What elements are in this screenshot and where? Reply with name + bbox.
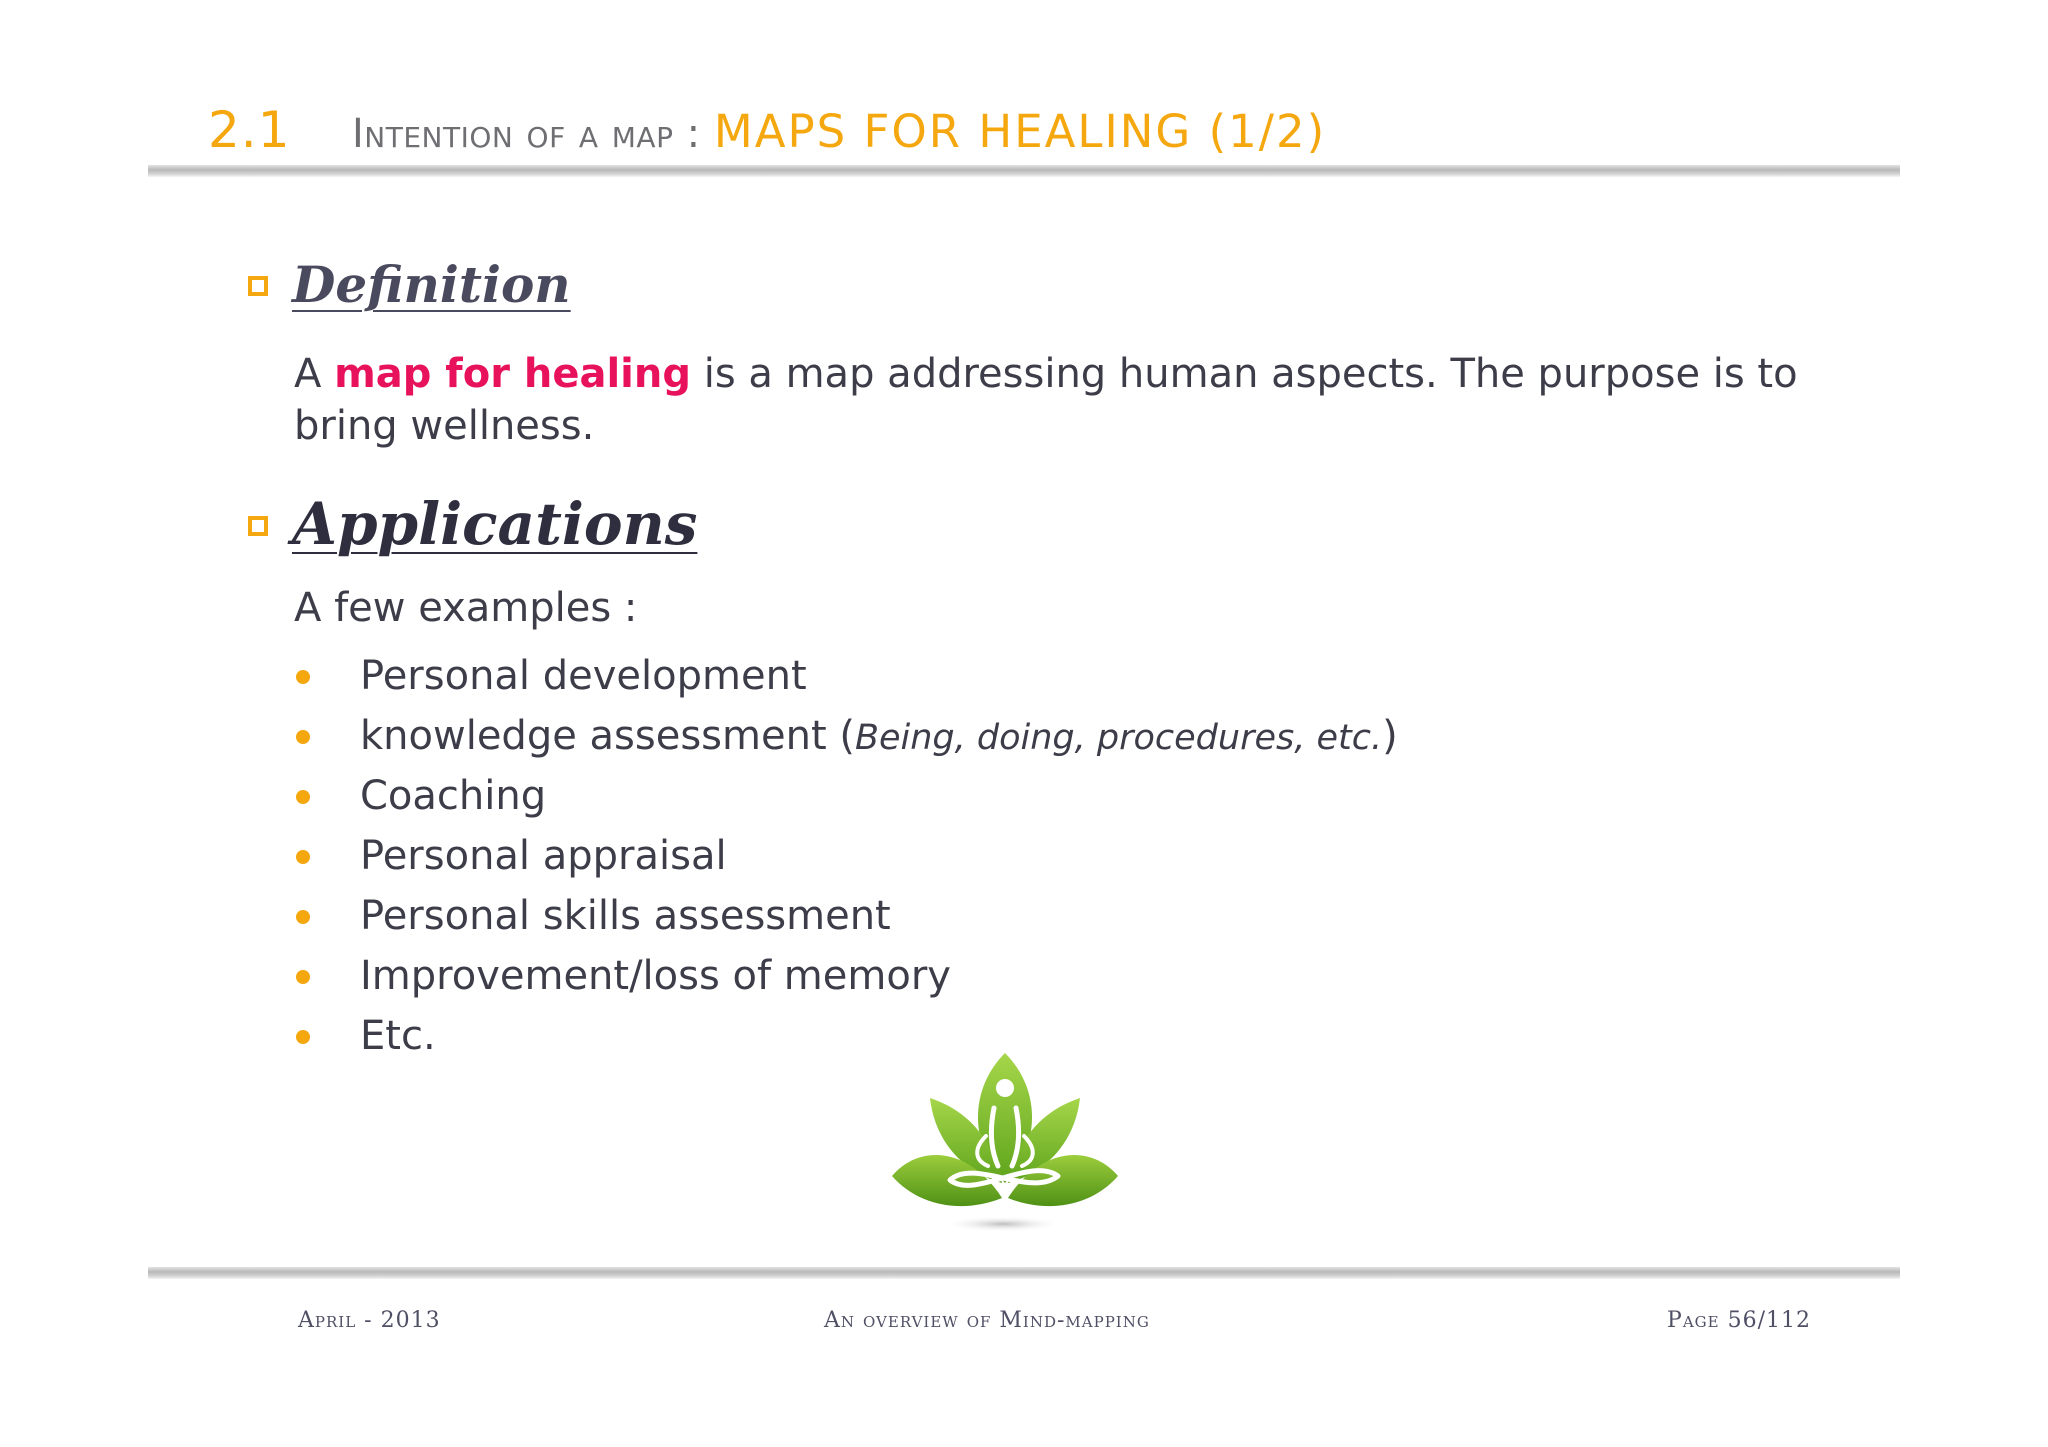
list-item-label: Personal appraisal (360, 833, 727, 879)
bullet-dot-icon (296, 790, 310, 804)
bullet-dot-icon (296, 970, 310, 984)
list-item-italic: Being, doing, procedures, etc. (854, 718, 1383, 758)
title-prefix: Intention of a map : (352, 111, 714, 157)
bullet-dot-icon (296, 730, 310, 744)
list-item-label: Etc. (360, 1013, 436, 1059)
list-item-tail: ) (1382, 713, 1398, 759)
bullet-dot-icon (296, 670, 310, 684)
checkbox-bullet-icon (248, 276, 268, 296)
bullet-dot-icon (296, 1030, 310, 1044)
definition-paragraph (294, 348, 1854, 452)
header-divider (148, 165, 1900, 177)
applications-heading: Applications (292, 490, 698, 558)
page-number: Page 56/112 (1667, 1308, 1811, 1333)
slide-title (352, 104, 1326, 170)
definition-heading: Definition (292, 255, 571, 314)
lotus-meditation-logo (890, 1048, 1120, 1238)
list-item-label: knowledge assessment ( (360, 713, 855, 759)
definition-highlight: map for healing (334, 351, 691, 397)
bullet-dot-icon (296, 910, 310, 924)
list-item-text (360, 708, 1398, 766)
list-item-label: Improvement/loss of memory (360, 953, 951, 999)
footer-date: April - 2013 (298, 1308, 441, 1333)
footer-divider (148, 1267, 1900, 1279)
definition-text-before: A (294, 351, 335, 397)
definition-text-after: is a map addressing human aspects. The purpose is to bring wellness. (294, 351, 1798, 449)
list-item-label: Personal skills assessment (360, 893, 891, 939)
footer-title: An overview of Mind-mapping (824, 1308, 1150, 1333)
list-item-label: Coaching (360, 773, 547, 819)
bullet-dot-icon (296, 850, 310, 864)
list-item-label: Personal development (360, 653, 807, 699)
section-number: 2.1 (208, 101, 291, 159)
checkbox-bullet-icon (248, 516, 268, 536)
title-main: MAPS FOR HEALING (1/2) (713, 105, 1327, 158)
applications-intro: A few examples : (294, 585, 638, 631)
